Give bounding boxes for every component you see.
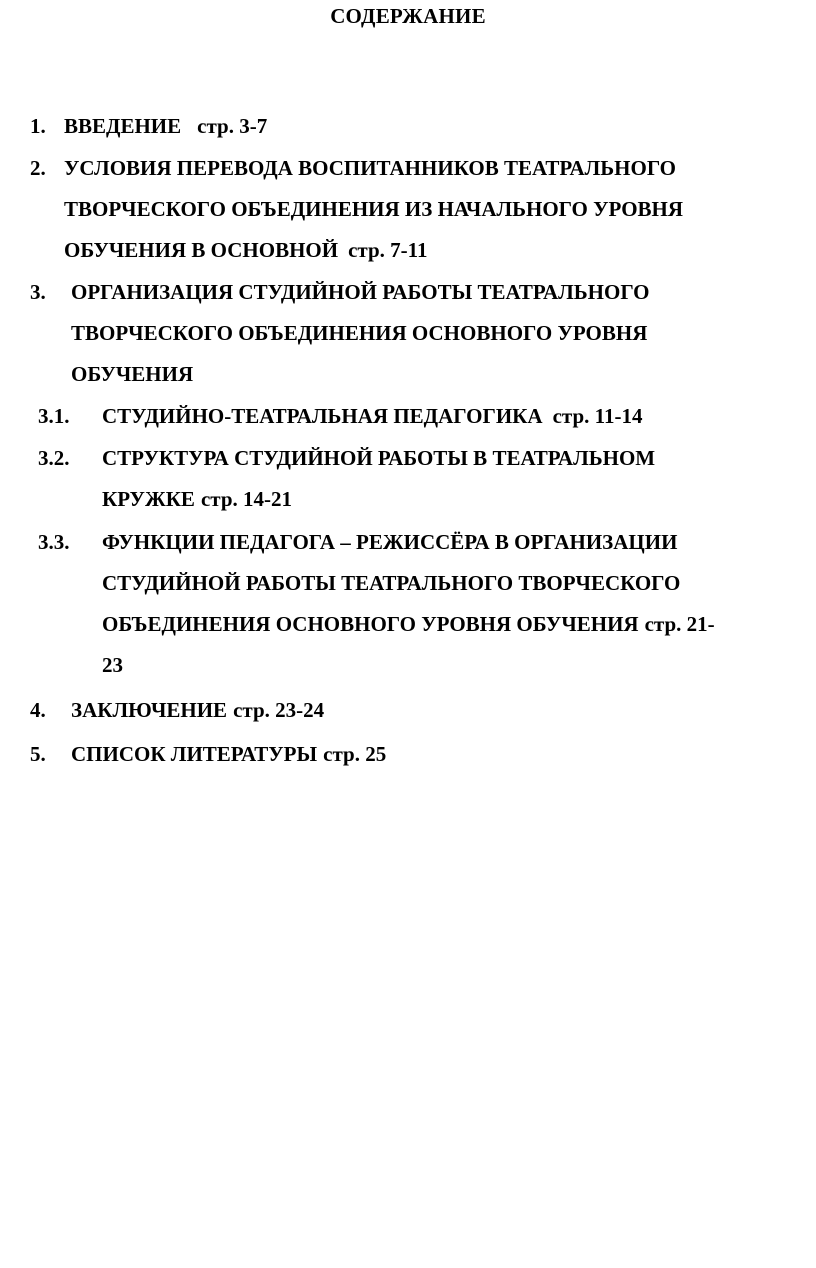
toc-entry-text: ФУНКЦИИ ПЕДАГОГА – РЕЖИССЁРА В ОРГАНИЗАЦИИ [102, 530, 678, 554]
toc-entry-line [102, 604, 715, 645]
toc-entry-text: ОБУЧЕНИЯ [71, 362, 194, 386]
toc-entry-text: СТУДИЙНОЙ РАБОТЫ ТЕАТРАЛЬНОГО ТВОРЧЕСКОГО [102, 571, 681, 595]
toc-entry-line [71, 313, 647, 354]
page-title: СОДЕРЖАНИЕ [330, 4, 486, 28]
toc-entry-page: стр. 21- [644, 612, 715, 636]
toc-entry-number: 4. [30, 698, 46, 722]
toc-entry-text: ОБУЧЕНИЯ В ОСНОВНОЙ [64, 238, 339, 262]
toc-entry-text: ОРГАНИЗАЦИЯ СТУДИЙНОЙ РАБОТЫ ТЕАТРАЛЬНОГО [71, 280, 650, 304]
toc-entry-line [64, 148, 676, 189]
toc-entry-text: СТУДИЙНО-ТЕАТРАЛЬНАЯ ПЕДАГОГИКА [102, 404, 543, 428]
toc-entry-line [71, 272, 650, 313]
toc-entry-line [102, 438, 655, 479]
toc-entry-line [102, 522, 677, 563]
toc-entry-text: ОБЪЕДИНЕНИЯ ОСНОВНОГО УРОВНЯ ОБУЧЕНИЯ [102, 612, 639, 636]
toc-entry-text: ВВЕДЕНИЕ [64, 114, 182, 138]
toc-entry-number: 1. [30, 114, 46, 138]
toc-entry-line [102, 479, 292, 520]
toc-entry-line [71, 690, 324, 731]
toc-entry-text: ЗАКЛЮЧЕНИЕ [71, 698, 228, 722]
toc-entry-line [102, 396, 642, 437]
toc-entry-line [71, 354, 193, 395]
toc-entry-text: УСЛОВИЯ ПЕРЕВОДА ВОСПИТАННИКОВ ТЕАТРАЛЬНОГО [64, 156, 677, 180]
toc-entry-page: стр. 7-11 [348, 238, 428, 262]
toc-entry-line [64, 189, 683, 230]
toc-entry-line [64, 230, 428, 271]
toc-entry-page: стр. 3-7 [197, 114, 268, 138]
toc-entry-text: КРУЖКЕ [102, 487, 195, 511]
toc-entry-text: СПИСОК ЛИТЕРАТУРЫ [71, 742, 318, 766]
toc-entry-number: 3.1. [38, 404, 70, 428]
toc-entry-text: ТВОРЧЕСКОГО ОБЪЕДИНЕНИЯ ИЗ НАЧАЛЬНОГО УРОВНЯ [64, 197, 684, 221]
toc-entry-number: 5. [30, 742, 46, 766]
toc-entry-number: 3. [30, 280, 46, 304]
toc-entry-line [71, 734, 386, 775]
toc-entry-number: 2. [30, 156, 46, 180]
toc-entry-text: СТРУКТУРА СТУДИЙНОЙ РАБОТЫ В ТЕАТРАЛЬНОМ [102, 446, 656, 470]
toc-entry-number: 3.2. [38, 446, 70, 470]
toc-entry-page: стр. 23-24 [233, 698, 325, 722]
toc-entry-page: 23 [102, 653, 123, 677]
toc-entry-page: стр. 11-14 [552, 404, 643, 428]
toc-entry-line [64, 106, 267, 147]
toc-entry-number: 3.3. [38, 530, 70, 554]
toc-entry-page: стр. 25 [323, 742, 387, 766]
toc-entry-page: стр. 14-21 [200, 487, 293, 511]
toc-entry-line [102, 563, 680, 604]
toc-entry-text: ТВОРЧЕСКОГО ОБЪЕДИНЕНИЯ ОСНОВНОГО УРОВНЯ [71, 321, 648, 345]
toc-entry-line [102, 645, 123, 686]
